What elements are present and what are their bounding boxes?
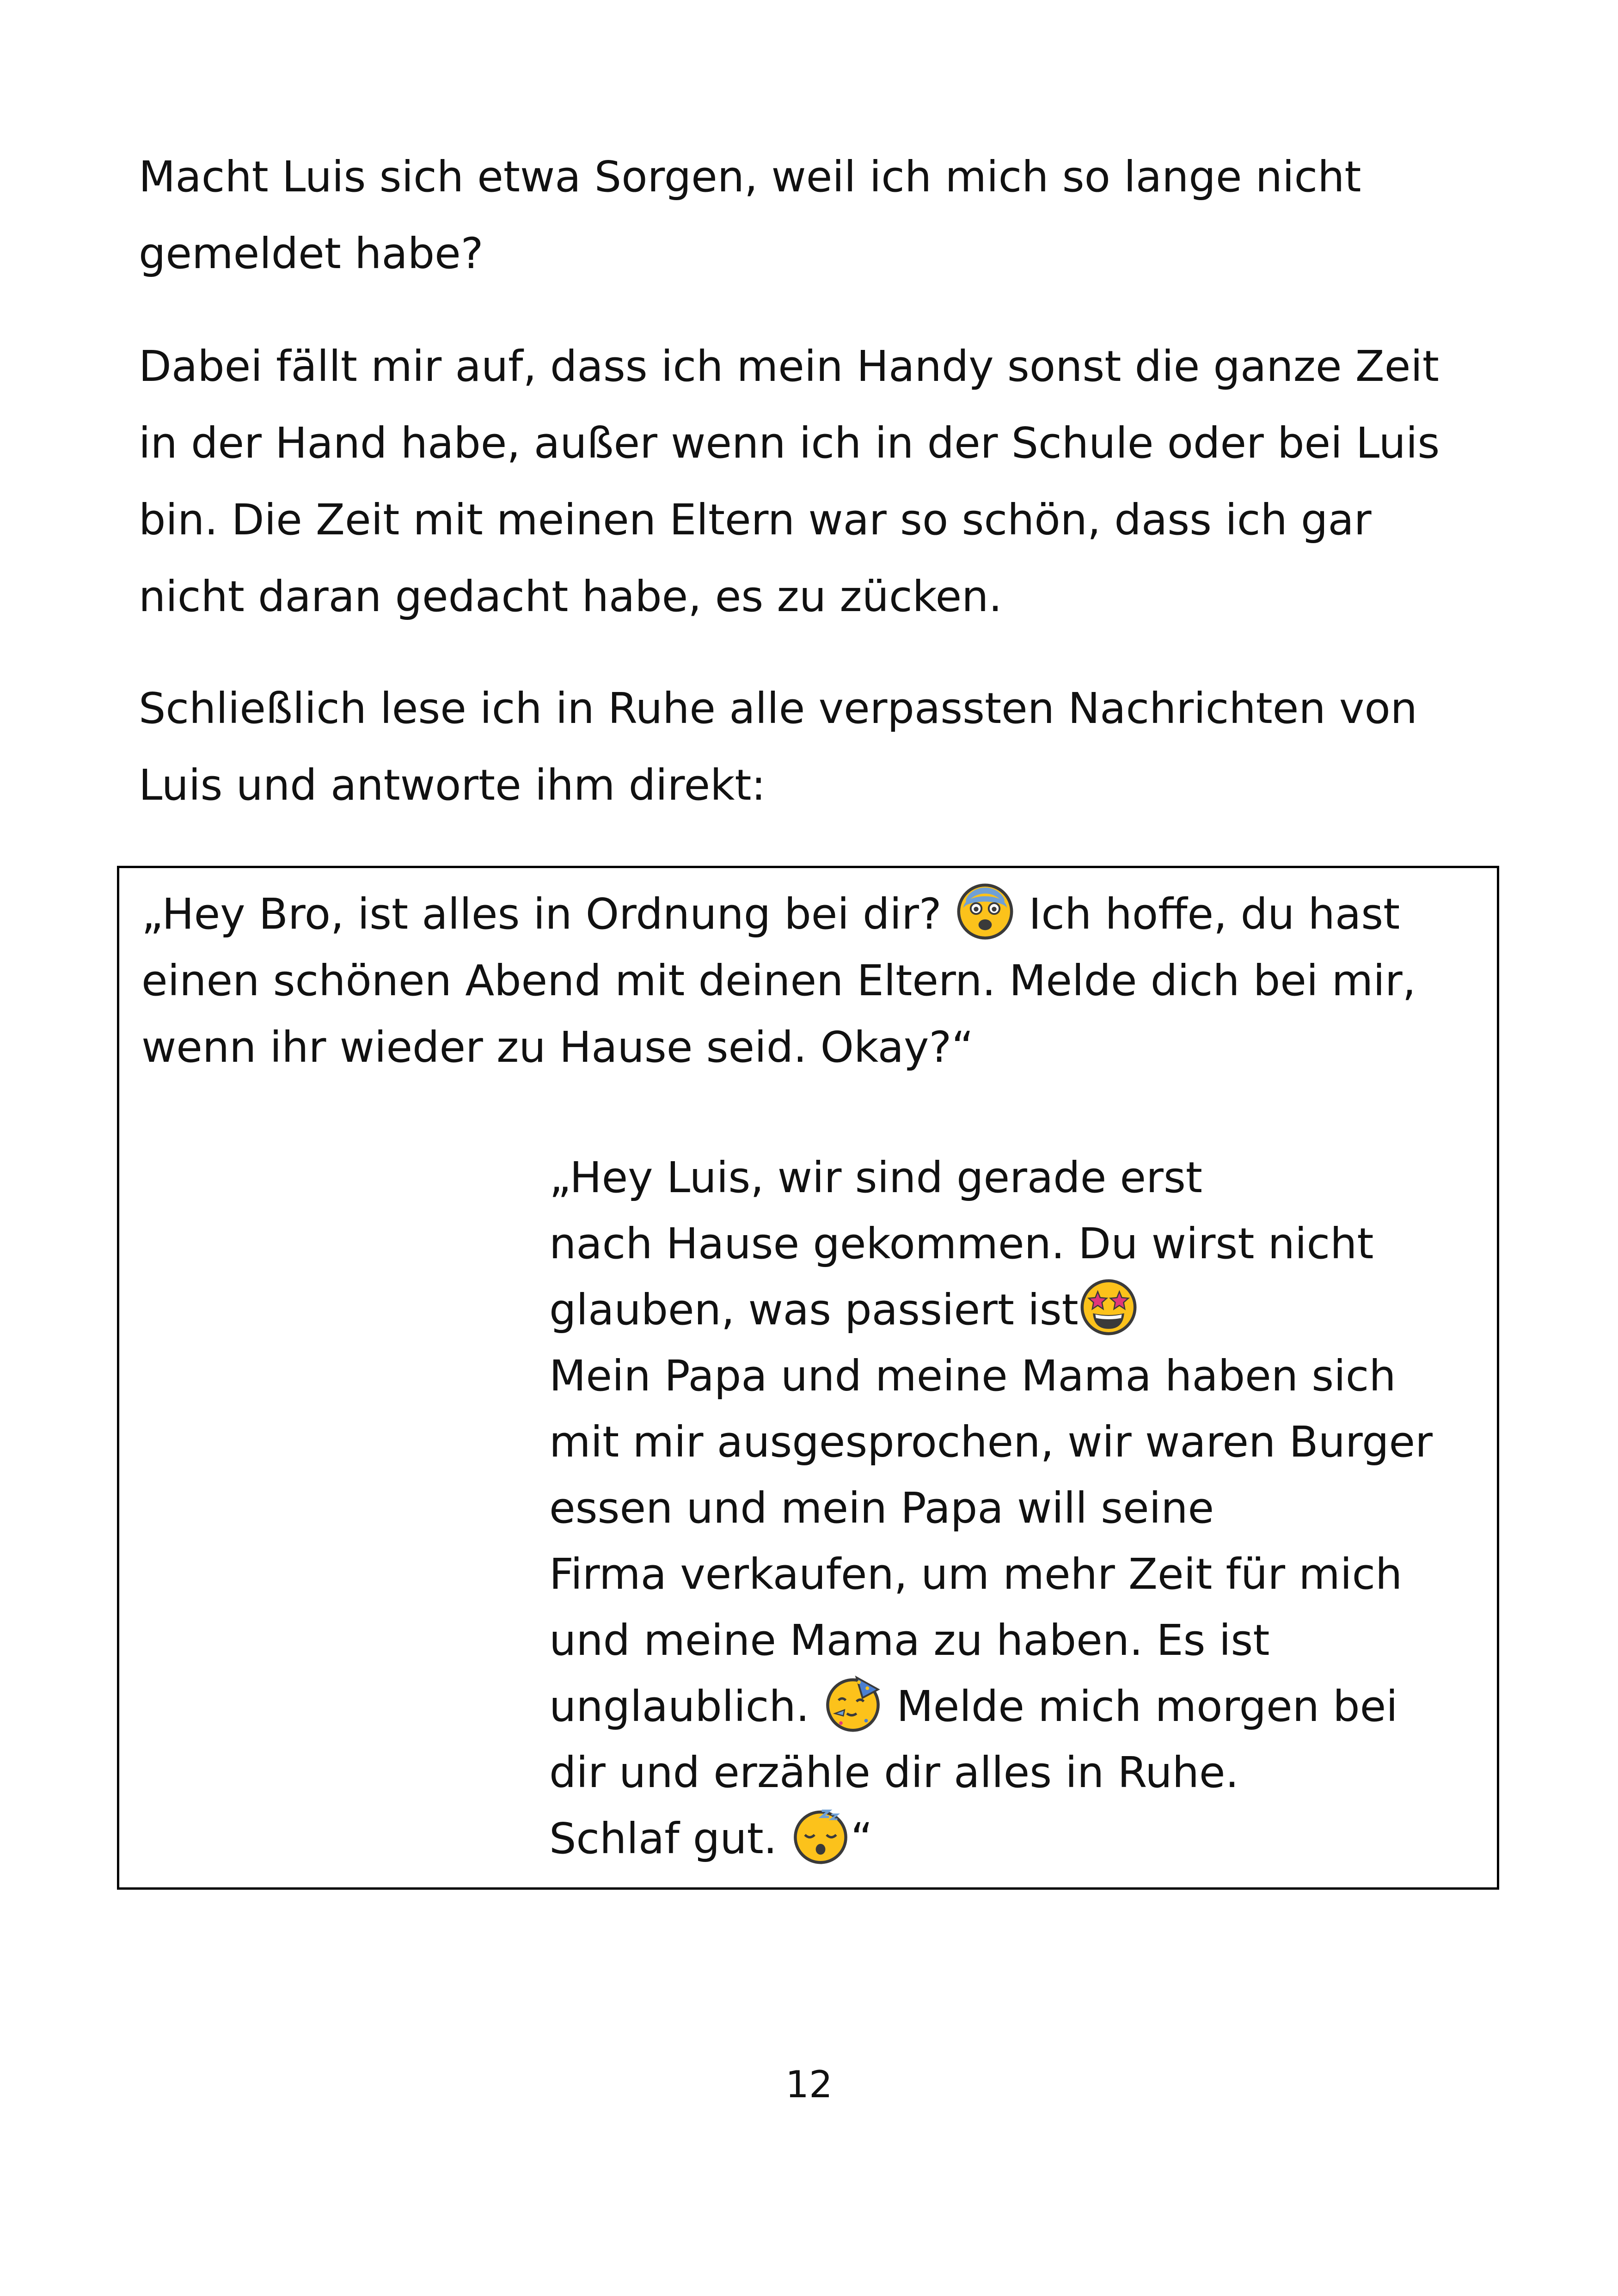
paragraph-3: Schließlich lese ich in Ruhe alle verpassten Nachrichten von Luis und antworte ihm direkt: (139, 684, 1417, 810)
partying-face-icon (823, 1674, 883, 1734)
incoming-message (141, 881, 1482, 1081)
incoming-line-3: wenn ihr wieder zu Hause seid. Okay?“ (141, 1022, 974, 1072)
chat-message-box (117, 866, 1499, 1890)
outgoing-line-2: nach Hause gekommen. Du wirst nicht (549, 1219, 1374, 1268)
outgoing-line-1: „Hey Luis, wir sind gerade erst (549, 1153, 1202, 1202)
outgoing-message (549, 1145, 1483, 1872)
outgoing-line-10: dir und erzähle dir alles in Ruhe. (549, 1748, 1239, 1797)
page-number: 12 (785, 2063, 833, 2106)
outgoing-line-6: essen und mein Papa will seine (549, 1483, 1214, 1533)
incoming-line-2: einen schönen Abend mit deinen Eltern. Melde dich bei mir, (141, 956, 1416, 1005)
paragraph-1: Macht Luis sich etwa Sorgen, weil ich mich so lange nicht gemeldet habe? (139, 152, 1361, 278)
incoming-line-1: „Hey Bro, ist alles in Ordnung bei dir? Ich hoffe, du hast (141, 881, 1482, 948)
outgoing-line-9: unglaublich. Melde mich morgen bei (549, 1673, 1483, 1739)
outgoing-line-4: Mein Papa und meine Mama haben sich (549, 1351, 1396, 1401)
outgoing-line-5: mit mir ausgesprochen, wir waren Burger (549, 1417, 1433, 1467)
outgoing-line-3: glauben, was passiert ist (549, 1277, 1483, 1343)
sleeping-face-icon (791, 1806, 851, 1866)
outgoing-line-7: Firma verkaufen, um mehr Zeit für mich (549, 1549, 1403, 1599)
paragraph-2: Dabei fällt mir auf, dass ich mein Handy sonst die ganze Zeit in der Hand habe, außer wenn ich in der Schule oder bei Luis bin. Die Zeit mit meinen Eltern war so schön, dass ich gar nicht daran gedacht habe, es zu zücken. (139, 342, 1440, 621)
outgoing-line-8: und meine Mama zu haben. Es ist (549, 1616, 1270, 1665)
star-struck-icon (1079, 1277, 1139, 1337)
outgoing-line-11: Schlaf gut. “ (549, 1806, 1483, 1872)
fearful-face-icon (955, 882, 1015, 942)
